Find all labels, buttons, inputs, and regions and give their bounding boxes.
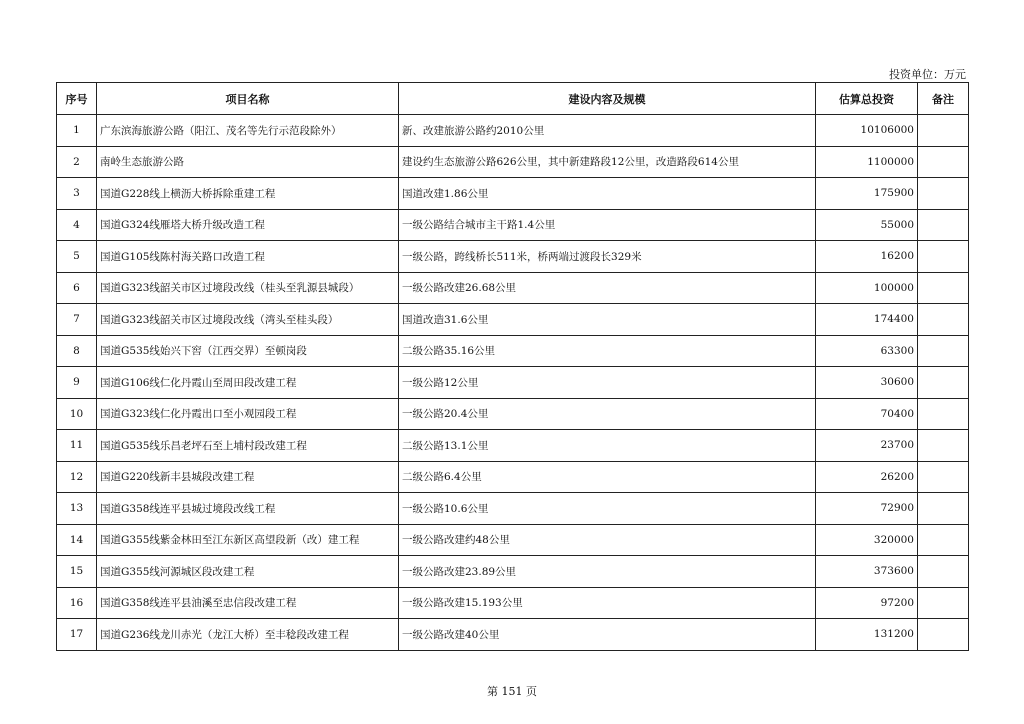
remark-cell bbox=[918, 272, 969, 304]
project-name-cell: 广东滨海旅游公路（阳江、茂名等先行示范段除外） bbox=[97, 115, 399, 147]
estimated-investment-cell: 23700 bbox=[816, 430, 918, 462]
row-number-cell: 1 bbox=[57, 115, 97, 147]
project-name-cell: 国道G228线上横沥大桥拆除重建工程 bbox=[97, 178, 399, 210]
remark-cell bbox=[918, 430, 969, 462]
estimated-investment-cell: 1100000 bbox=[816, 146, 918, 178]
project-name-cell: 国道G105线陈村海关路口改造工程 bbox=[97, 241, 399, 273]
table-row bbox=[57, 272, 969, 304]
row-number-cell: 11 bbox=[57, 430, 97, 462]
estimated-investment-cell: 174400 bbox=[816, 304, 918, 336]
table-row bbox=[57, 178, 969, 210]
row-number-cell: 14 bbox=[57, 524, 97, 556]
remark-cell bbox=[918, 115, 969, 147]
project-name-cell: 国道G236线龙川赤光（龙江大桥）至丰稔段改建工程 bbox=[97, 619, 399, 651]
page-number: 第 151 页 bbox=[487, 685, 537, 698]
remark-cell bbox=[918, 209, 969, 241]
project-name-cell: 国道G323线韶关市区过境段改线（湾头至桂头段） bbox=[97, 304, 399, 336]
table-row bbox=[57, 241, 969, 273]
row-number-cell: 15 bbox=[57, 556, 97, 588]
row-number-cell: 6 bbox=[57, 272, 97, 304]
table-row bbox=[57, 398, 969, 430]
estimated-investment-cell: 131200 bbox=[816, 619, 918, 651]
construction-content-cell: 一级公路，跨线桥长511米，桥两端过渡段长329米 bbox=[399, 241, 816, 273]
header-project-name: 项目名称 bbox=[97, 83, 399, 115]
table-row bbox=[57, 587, 969, 619]
estimated-investment-cell: 320000 bbox=[816, 524, 918, 556]
row-number-cell: 3 bbox=[57, 178, 97, 210]
row-number-cell: 10 bbox=[57, 398, 97, 430]
remark-cell bbox=[918, 524, 969, 556]
investment-unit-label: 投资单位：万元 bbox=[889, 68, 966, 81]
table-row bbox=[57, 619, 969, 651]
table-row bbox=[57, 146, 969, 178]
project-name-cell: 国道G535线乐昌老坪石至上埔村段改建工程 bbox=[97, 430, 399, 462]
construction-content-cell: 一级公路改建26.68公里 bbox=[399, 272, 816, 304]
header-remark: 备注 bbox=[918, 83, 969, 115]
project-name-cell: 国道G358线连平县油溪至忠信段改建工程 bbox=[97, 587, 399, 619]
project-name-cell: 国道G106线仁化丹霞山至周田段改建工程 bbox=[97, 367, 399, 399]
header-no: 序号 bbox=[57, 83, 97, 115]
remark-cell bbox=[918, 241, 969, 273]
estimated-investment-cell: 63300 bbox=[816, 335, 918, 367]
estimated-investment-cell: 30600 bbox=[816, 367, 918, 399]
remark-cell bbox=[918, 367, 969, 399]
construction-content-cell: 建设约生态旅游公路626公里，其中新建路段12公里，改造路段614公里 bbox=[399, 146, 816, 178]
remark-cell bbox=[918, 556, 969, 588]
remark-cell bbox=[918, 587, 969, 619]
row-number-cell: 13 bbox=[57, 493, 97, 525]
construction-content-cell: 一级公路改建40公里 bbox=[399, 619, 816, 651]
estimated-investment-cell: 70400 bbox=[816, 398, 918, 430]
estimated-investment-cell: 373600 bbox=[816, 556, 918, 588]
table-row bbox=[57, 461, 969, 493]
construction-content-cell: 二级公路13.1公里 bbox=[399, 430, 816, 462]
table-row bbox=[57, 304, 969, 336]
row-number-cell: 2 bbox=[57, 146, 97, 178]
remark-cell bbox=[918, 461, 969, 493]
remark-cell bbox=[918, 146, 969, 178]
remark-cell bbox=[918, 398, 969, 430]
project-name-cell: 国道G355线紫金林田至江东新区高望段新（改）建工程 bbox=[97, 524, 399, 556]
header-investment: 估算总投资 bbox=[816, 83, 918, 115]
table-row bbox=[57, 430, 969, 462]
row-number-cell: 17 bbox=[57, 619, 97, 651]
remark-cell bbox=[918, 335, 969, 367]
remark-cell bbox=[918, 493, 969, 525]
remark-cell bbox=[918, 178, 969, 210]
table-row bbox=[57, 367, 969, 399]
estimated-investment-cell: 55000 bbox=[816, 209, 918, 241]
row-number-cell: 8 bbox=[57, 335, 97, 367]
construction-content-cell: 二级公路35.16公里 bbox=[399, 335, 816, 367]
table-row bbox=[57, 556, 969, 588]
table-header-row bbox=[57, 83, 969, 115]
construction-content-cell: 一级公路改建23.89公里 bbox=[399, 556, 816, 588]
row-number-cell: 16 bbox=[57, 587, 97, 619]
table-row bbox=[57, 115, 969, 147]
construction-content-cell: 一级公路10.6公里 bbox=[399, 493, 816, 525]
estimated-investment-cell: 16200 bbox=[816, 241, 918, 273]
table-row bbox=[57, 524, 969, 556]
table-row bbox=[57, 493, 969, 525]
table-row bbox=[57, 209, 969, 241]
project-name-cell: 国道G323线韶关市区过境段改线（桂头至乳源县城段） bbox=[97, 272, 399, 304]
construction-content-cell: 一级公路结合城市主干路1.4公里 bbox=[399, 209, 816, 241]
row-number-cell: 7 bbox=[57, 304, 97, 336]
remark-cell bbox=[918, 619, 969, 651]
estimated-investment-cell: 26200 bbox=[816, 461, 918, 493]
remark-cell bbox=[918, 304, 969, 336]
project-name-cell: 国道G220线新丰县城段改建工程 bbox=[97, 461, 399, 493]
table-row bbox=[57, 335, 969, 367]
construction-content-cell: 国道改造31.6公里 bbox=[399, 304, 816, 336]
row-number-cell: 5 bbox=[57, 241, 97, 273]
estimated-investment-cell: 10106000 bbox=[816, 115, 918, 147]
project-name-cell: 国道G358线连平县城过境段改线工程 bbox=[97, 493, 399, 525]
row-number-cell: 9 bbox=[57, 367, 97, 399]
construction-content-cell: 新、改建旅游公路约2010公里 bbox=[399, 115, 816, 147]
project-name-cell: 国道G355线河源城区段改建工程 bbox=[97, 556, 399, 588]
construction-content-cell: 一级公路改建15.193公里 bbox=[399, 587, 816, 619]
estimated-investment-cell: 100000 bbox=[816, 272, 918, 304]
construction-content-cell: 二级公路6.4公里 bbox=[399, 461, 816, 493]
estimated-investment-cell: 97200 bbox=[816, 587, 918, 619]
project-name-cell: 国道G323线仁化丹霞出口至小观园段工程 bbox=[97, 398, 399, 430]
construction-content-cell: 一级公路12公里 bbox=[399, 367, 816, 399]
row-number-cell: 4 bbox=[57, 209, 97, 241]
project-name-cell: 国道G535线始兴下窖（江西交界）至顿岗段 bbox=[97, 335, 399, 367]
construction-content-cell: 一级公路改建约48公里 bbox=[399, 524, 816, 556]
header-content: 建设内容及规模 bbox=[399, 83, 816, 115]
project-table bbox=[56, 82, 969, 651]
project-name-cell: 国道G324线雁塔大桥升级改造工程 bbox=[97, 209, 399, 241]
project-name-cell: 南岭生态旅游公路 bbox=[97, 146, 399, 178]
construction-content-cell: 一级公路20.4公里 bbox=[399, 398, 816, 430]
estimated-investment-cell: 175900 bbox=[816, 178, 918, 210]
row-number-cell: 12 bbox=[57, 461, 97, 493]
estimated-investment-cell: 72900 bbox=[816, 493, 918, 525]
construction-content-cell: 国道改建1.86公里 bbox=[399, 178, 816, 210]
